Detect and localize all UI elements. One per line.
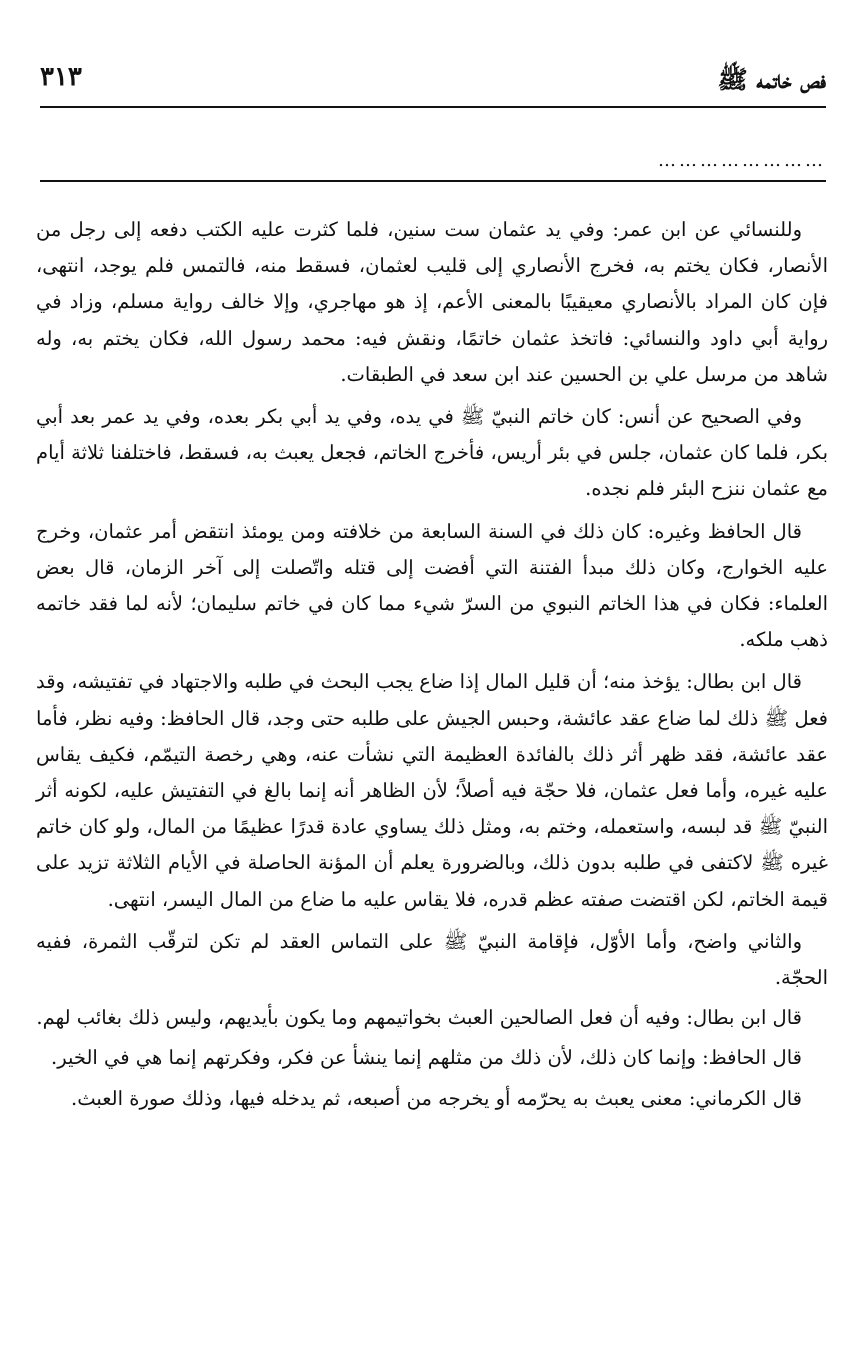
separator-rule [40, 180, 826, 182]
running-title: فص خاتمه ﷺ [717, 65, 826, 94]
paragraph: وللنسائي عن ابن عمر: وفي يد عثمان ست سنين، فلما كثرت عليه الكتب دفعه إلى رجل من الأنصار، فكان يختم به، فخرج الأنصاري إلى قليب لعثمان، فسقط منه، فالتمس فلم يوجد، انتهى، فإن كان المراد بالأنصاري معيقيبًا بالمعنى الأعم، إذ هو مهاجري، وإلا خالف رواية مسلم، وزاد في رواية أبي داود والنسائي: فاتخذ عثمان خاتمًا، ونقش فيه: محمد رسول الله، فكان يختم به، وله شاهد من مرسل علي بن الحسين عند ابن سعد في الطبقات. [36, 218, 828, 386]
footnote-continuation-marker: …………………… [658, 150, 826, 171]
main-text [36, 212, 828, 1121]
paragraph: والثاني واضح، وأما الأوّل، فإقامة النبيّ ﷺ على التماس العقد لم تكن لترقّب الثمرة، ففيه الحجّة. [36, 929, 828, 990]
page-number: ٣١٣ [40, 62, 82, 92]
page-header [40, 58, 826, 106]
paragraph: قال الحافظ: وإنما كان ذلك، لأن ذلك من مثلهم إنما ينشأ عن فكر، وفكرتهم إنما هي في الخير. [51, 1046, 802, 1070]
header-rule [40, 106, 826, 108]
paragraph: قال الحافظ وغيره: كان ذلك في السنة السابعة من خلافته ومن يومئذ انتقض أمر عثمان، وخرج عليه الخوارج، وكان ذلك مبدأ الفتنة التي أفضت إلى قتله واتّصلت إلى آخر الزمان، قال بعض العلماء: فكان في هذا الخاتم النبوي من السرّ شيء مما كان في خاتم سليمان؛ لأنه لما فقد خاتمه ذهب ملكه. [36, 519, 828, 652]
paragraph: قال ابن بطال: وفيه أن فعل الصالحين العبث بخواتيمهم وما يكون بأيديهم، وليس ذلك بغائب لهم. [36, 1006, 802, 1030]
paragraph: قال الكرماني: معنى يعبث به يحرّمه أو يخرجه من أصبعه، ثم يدخله فيها، وذلك صورة العبث. [71, 1086, 802, 1110]
paragraph: قال ابن بطال: يؤخذ منه؛ أن قليل المال إذا ضاع يجب البحث في طلبه والاجتهاد في تفتيشه، وقد فعل ﷺ ذلك لما ضاع عقد عائشة، وحبس الجيش على طلبه حتى وجد، قال الحافظ: وفيه نظر، فأما عقد عائشة، فقد ظهر أثر ذلك بالفائدة العظيمة التي نشأت عنه، وهي رخصة التيمّم، فكيف يقاس عليه غيره، وأما فعل عثمان، فلا حجّة فيه أصلاً؛ لأن الظاهر أنه إنما بالغ في التفتيش عليه، لكونه أثر النبيّ ﷺ قد لبسه، واستعمله، وختم به، ومثل ذلك يساوي عادة قدرًا عظيمًا من المال، ولو كان خاتم غيره ﷺ لاكتفى في طلبه بدون ذلك، وبالضرورة يعلم أن المؤنة الحاصلة في الأيام الثلاثة تزيد على قيمة الخاتم، لكن اقتضت صفته عظم قدره، فلا يقاس عليه ما ضاع من المال اليسر، انتهى. [36, 670, 828, 911]
paragraph: وفي الصحيح عن أنس: كان خاتم النبيّ ﷺ في يده، وفي يد أبي بكر بعده، وفي يد عمر بعد أبي بكر، فلما كان عثمان، جلس في بئر أريس، فأخرج الخاتم، فجعل يعبث به، فسقط، فاختلفنا ثلاثة أيام مع عثمان ننزح البئر فلم نجده. [36, 405, 828, 501]
